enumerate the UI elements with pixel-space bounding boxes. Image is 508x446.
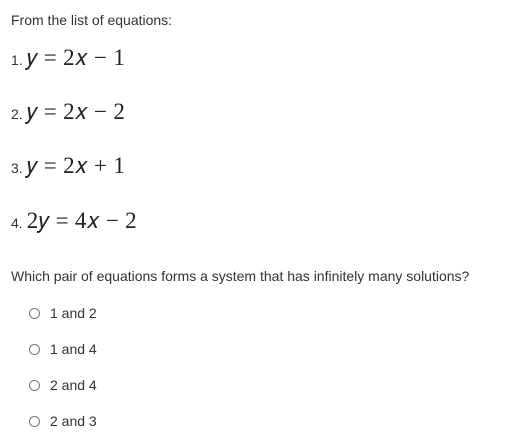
equation-expression: 𝑦 = 2𝑥 − 1: [26, 45, 126, 70]
answer-option-2[interactable]: [29, 339, 97, 359]
radio-button[interactable]: [29, 344, 40, 355]
question-text: Which pair of equations forms a system that has infinitely many solutions?: [11, 268, 470, 284]
answer-option-label[interactable]: 2 and 4: [50, 377, 97, 393]
answer-option-label[interactable]: 1 and 2: [50, 305, 97, 321]
equation-number: 3.: [11, 160, 23, 176]
equation-2: [11, 99, 125, 129]
answer-option-label[interactable]: 2 and 3: [50, 413, 97, 429]
equation-1: [11, 45, 125, 75]
answer-option-3[interactable]: [29, 375, 97, 395]
equation-3: [11, 153, 125, 183]
equation-expression: 𝑦 = 2𝑥 + 1: [26, 153, 126, 178]
equation-number: 4.: [11, 215, 23, 231]
equation-number: 2.: [11, 106, 23, 122]
radio-button[interactable]: [29, 308, 40, 319]
equation-expression: 2𝑦 = 4𝑥 − 2: [26, 208, 137, 233]
answer-option-label[interactable]: 1 and 4: [50, 341, 97, 357]
intro-text: From the list of equations:: [11, 12, 173, 28]
equation-number: 1.: [11, 52, 23, 68]
answer-option-1[interactable]: [29, 303, 97, 323]
answer-option-4[interactable]: [29, 411, 97, 431]
radio-button[interactable]: [29, 380, 40, 391]
equation-4: [11, 208, 137, 238]
equation-expression: 𝑦 = 2𝑥 − 2: [26, 99, 126, 124]
radio-button[interactable]: [29, 416, 40, 427]
